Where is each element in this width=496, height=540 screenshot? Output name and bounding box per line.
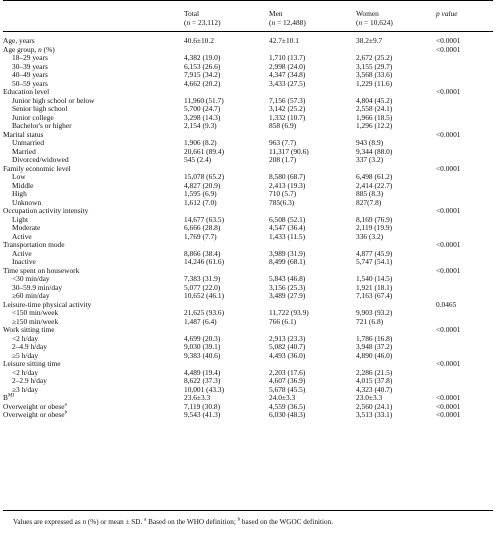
table-row	[0, 343, 496, 352]
table-row	[0, 284, 496, 293]
header-women-label: Women	[356, 9, 379, 18]
cell-men: 1,332 (10.7)	[269, 112, 306, 122]
row-label-text: 40–49 years	[12, 70, 48, 80]
table-row	[0, 80, 496, 89]
cell-men: 710 (5.7)	[269, 189, 297, 199]
row-label-text: <150 min/week	[12, 308, 59, 318]
table-row	[0, 148, 496, 157]
row-label-text: 2–4.9 h/day	[12, 342, 47, 352]
row-label-superscript: a	[64, 402, 67, 408]
table-row	[0, 377, 496, 386]
cell-women: 3,155 (29.7)	[356, 61, 393, 71]
cell-women: 4,804 (45.2)	[356, 95, 393, 105]
footnote-sup-a: a	[144, 517, 147, 523]
cell-men: 208 (1.7)	[269, 155, 297, 165]
table-row	[0, 63, 496, 72]
cell-women: 4,015 (37.8)	[356, 376, 393, 386]
header-women	[356, 9, 393, 27]
row-label-text: Divorced/widowed	[12, 155, 69, 165]
cell-total: 6,666 (28.8)	[184, 223, 221, 233]
cell-total: 40.6±10.2	[184, 36, 214, 46]
row-label-text: Time spent on housework	[3, 265, 80, 275]
cell-total: 4,699 (20.3)	[184, 333, 221, 343]
row-label-text: Moderate	[12, 223, 41, 233]
row-label-text: <2 h/day	[12, 367, 39, 377]
cell-total: 4,662 (20.2)	[184, 78, 221, 88]
table-row	[0, 224, 496, 233]
bottom-rule	[3, 510, 493, 511]
header-women-n: (n = 10,624)	[356, 18, 393, 27]
table-row	[0, 360, 496, 369]
table-row	[0, 46, 496, 55]
cell-women: 721 (6.8)	[356, 316, 384, 326]
table-row	[0, 131, 496, 140]
cell-men: 4,547 (36.4)	[269, 223, 306, 233]
cell-total: 1,595 (6.9)	[184, 189, 217, 199]
cell-total: 1,769 (7.7)	[184, 231, 217, 241]
row-label	[12, 386, 38, 395]
table-row	[0, 54, 496, 63]
cell-p-value: <0.0001	[436, 163, 461, 173]
table-body	[0, 37, 496, 420]
cell-men: 3,156 (25.3)	[269, 282, 306, 292]
cell-women: 9,344 (88.0)	[356, 146, 393, 156]
table-row	[0, 122, 496, 131]
column-headers	[0, 5, 496, 31]
cell-men: 42.7±10.1	[269, 36, 299, 46]
cell-total: 20,661 (89.4)	[184, 146, 225, 156]
cell-men: 2,413 (19.3)	[269, 180, 306, 190]
cell-women: 337 (3.2)	[356, 155, 384, 165]
cell-men: 5,843 (46.8)	[269, 274, 306, 284]
cell-men: 4,347 (34.8)	[269, 70, 306, 80]
cell-men: 5,082 (40.7)	[269, 342, 306, 352]
row-label-text: <30 min/day	[12, 274, 50, 284]
cell-women: 8,169 (76.9)	[356, 214, 393, 224]
table-row	[0, 386, 496, 395]
cell-women: 2,119 (19.9)	[356, 223, 393, 233]
cell-women: 3,513 (33.1)	[356, 410, 393, 420]
row-label-text: Transportation mode	[3, 240, 65, 250]
table-row	[0, 411, 496, 420]
row-label-text: Junior college	[12, 112, 54, 122]
cell-total: 7,915 (34.2)	[184, 70, 221, 80]
cell-total: 7,383 (31.9)	[184, 274, 221, 284]
cell-women: 1,786 (16.8)	[356, 333, 393, 343]
table-row	[0, 105, 496, 114]
row-label-text: Senior high school	[12, 104, 68, 114]
cell-total: 6,153 (26.6)	[184, 61, 221, 71]
cell-total: 5,077 (22.0)	[184, 282, 221, 292]
header-total-n: (n = 23,112)	[184, 18, 221, 27]
cell-men: 2,998 (24.0)	[269, 61, 306, 71]
cell-total: 3,298 (14.3)	[184, 112, 221, 122]
row-label-text: Occupation activity intensity	[3, 206, 89, 216]
cell-men: 766 (6.1)	[269, 316, 297, 326]
row-label-text: Active	[12, 231, 32, 241]
cell-total: 1,487 (6.4)	[184, 316, 217, 326]
footnote-text-2: (%) or mean ± SD.	[86, 518, 145, 526]
row-label-text: Education level	[3, 87, 50, 97]
cell-men: 2,203 (17.6)	[269, 367, 306, 377]
cell-total: 10,652 (46.1)	[184, 291, 225, 301]
row-label-text: Overweight or obese	[3, 410, 65, 420]
cell-women: 9,903 (93.2)	[356, 308, 393, 318]
table-row	[0, 369, 496, 378]
table-footnote	[13, 517, 333, 527]
table-row	[0, 326, 496, 335]
table-row	[0, 352, 496, 361]
cell-men: 24.0±3.3	[269, 393, 296, 403]
footnote-text-3: Based on the WHO definition;	[146, 518, 238, 526]
row-label-text: Age, years	[3, 36, 35, 46]
table-row	[0, 207, 496, 216]
cell-total: 9,030 (39.1)	[184, 342, 221, 352]
cell-women: 3,568 (33.6)	[356, 70, 393, 80]
cell-women: 7,163 (67.4)	[356, 291, 393, 301]
table-row	[0, 182, 496, 191]
row-label	[3, 411, 67, 420]
cell-men: 5,678 (45.5)	[269, 384, 306, 394]
row-label-text: Marital status	[3, 129, 44, 139]
table-row	[0, 394, 496, 403]
row-label-text: Unmarried	[12, 138, 45, 148]
row-label-text: 18–29 years	[12, 53, 48, 63]
row-label-text: Leisure sitting time	[3, 359, 61, 369]
table-row	[0, 139, 496, 148]
row-label-text: ≥60 min/day	[12, 291, 50, 301]
cell-total: 8,622 (37.3)	[184, 376, 221, 386]
table-row	[0, 190, 496, 199]
footnote-n: n	[82, 518, 87, 526]
row-label-text: Active	[12, 248, 32, 258]
row-label-text: ≥3 h/day	[12, 384, 39, 394]
header-rule	[3, 31, 493, 32]
row-label-superscript: b	[64, 410, 68, 416]
cell-women: 2,286 (21.5)	[356, 367, 393, 377]
cell-total: 14,246 (61.6)	[184, 257, 225, 267]
table-row	[0, 156, 496, 165]
row-label-text: Junior high school or below	[12, 95, 95, 105]
header-men-n: (n = 12,488)	[269, 18, 306, 27]
cell-men: 963 (7.7)	[269, 138, 297, 148]
cell-women: 6,498 (61.2)	[356, 172, 393, 182]
table-row	[0, 250, 496, 259]
cell-women: 2,672 (25.2)	[356, 53, 393, 63]
cell-total: 8,866 (38.4)	[184, 248, 221, 258]
cell-p-value: <0.0001	[436, 393, 461, 403]
cell-women: 827(7.8)	[356, 197, 382, 207]
row-label-text: Light	[12, 214, 29, 224]
row-label-text: Leisure-time physical activity	[3, 299, 92, 309]
cell-total: 11,960 (51.7)	[184, 95, 224, 105]
cell-women: 4,877 (45.9)	[356, 248, 393, 258]
cell-total: 10,001 (43.3)	[184, 384, 225, 394]
table-row	[0, 403, 496, 412]
header-p-value: p value	[436, 9, 458, 18]
cell-women: 1,296 (12.2)	[356, 121, 393, 131]
table-row	[0, 97, 496, 106]
cell-men: 4,559 (36.5)	[269, 401, 306, 411]
header-total	[184, 9, 221, 27]
row-label-text: Age group, n (%)	[3, 44, 55, 54]
cell-p-value: <0.0001	[436, 265, 461, 275]
row-label-text: High	[12, 189, 27, 199]
cell-men: 3,142 (25.2)	[269, 104, 306, 114]
cell-women: 1,229 (11.6)	[356, 78, 393, 88]
cell-women: 943 (8.9)	[356, 138, 384, 148]
cell-women: 4,890 (46.0)	[356, 350, 393, 360]
table-row	[0, 241, 496, 250]
cell-total: 14,677 (63.5)	[184, 214, 225, 224]
cell-men: 1,710 (13.7)	[269, 53, 306, 63]
cell-men: 7,156 (57.3)	[269, 95, 306, 105]
cell-total: 545 (2.4)	[184, 155, 212, 165]
footnote-text-4: based on the WGOC definition.	[240, 518, 334, 526]
cell-p-value: 0.0465	[436, 299, 457, 309]
table-row	[0, 216, 496, 225]
cell-men: 3,433 (27.5)	[269, 78, 306, 88]
row-label-text: 50–59 years	[12, 78, 48, 88]
cell-total: 9,383 (40.6)	[184, 350, 221, 360]
cell-women: 2,558 (24.1)	[356, 104, 393, 114]
header-men-label: Men	[269, 9, 283, 18]
cell-men: 3,489 (27.9)	[269, 291, 306, 301]
cell-men: 785(6.3)	[269, 197, 295, 207]
cell-men: 6,508 (52.1)	[269, 214, 306, 224]
table-row	[0, 335, 496, 344]
cell-women: 1,540 (14.5)	[356, 274, 393, 284]
cell-total: 4,382 (19.0)	[184, 53, 221, 63]
table-row	[0, 37, 496, 46]
cell-p-value: <0.0001	[436, 36, 461, 46]
row-label-text: <2 h/day	[12, 333, 39, 343]
cell-p-value: <0.0001	[436, 87, 461, 97]
table-row	[0, 318, 496, 327]
footnote-text-1: Values are expressed as	[13, 518, 83, 526]
cell-men: 2,913 (23.3)	[269, 333, 306, 343]
cell-p-value: <0.0001	[436, 359, 461, 369]
footnote-sup-b: b	[237, 517, 241, 523]
row-label-text: Overweight or obese	[3, 401, 65, 411]
cell-men: 11,722 (93.9)	[269, 308, 309, 318]
cell-men: 3,989 (31.9)	[269, 248, 306, 258]
header-men	[269, 9, 306, 27]
cell-men: 4,493 (36.0)	[269, 350, 306, 360]
cell-women: 1,966 (18.5)	[356, 112, 393, 122]
cell-women: 38.2±9.7	[356, 36, 383, 46]
cell-women: 885 (8.3)	[356, 189, 384, 199]
table-row	[0, 275, 496, 284]
cell-women: 2,560 (24.1)	[356, 401, 393, 411]
cell-total: 4,827 (20.9)	[184, 180, 221, 190]
table-row	[0, 267, 496, 276]
cell-women: 5,747 (54.1)	[356, 257, 393, 267]
row-label-text: Bachelor's or higher	[12, 121, 72, 131]
table-row	[0, 233, 496, 242]
cell-men: 8,499 (68.1)	[269, 257, 306, 267]
table-row	[0, 301, 496, 310]
cell-women: 3,948 (37.2)	[356, 342, 393, 352]
row-label-text: B	[3, 393, 8, 403]
cell-p-value: <0.0001	[436, 129, 461, 139]
cell-total: 1,612 (7.0)	[184, 197, 217, 207]
table-row	[0, 71, 496, 80]
cell-women: 2,414 (22.7)	[356, 180, 393, 190]
cell-total: 2,154 (9.3)	[184, 121, 217, 131]
cell-p-value: <0.0001	[436, 325, 461, 335]
row-label-text: 2–2.9 h/day	[12, 376, 47, 386]
header-total-label: Total	[184, 9, 200, 18]
top-rule	[3, 0, 493, 1]
row-label-text: Inactive	[12, 257, 36, 267]
row-label-text: Low	[12, 172, 26, 182]
row-label-text: Family economic level	[3, 163, 71, 173]
cell-women: 4,323 (40.7)	[356, 384, 393, 394]
row-label-superscript: MI	[7, 393, 15, 399]
cell-p-value: <0.0001	[436, 240, 461, 250]
cell-p-value: <0.0001	[436, 410, 461, 420]
row-label-text: ≥150 min/week	[12, 316, 59, 326]
table-row	[0, 114, 496, 123]
table-row	[0, 173, 496, 182]
cell-women: 336 (3.2)	[356, 231, 384, 241]
row-label-text: Work sitting time	[3, 325, 55, 335]
cell-men: 6,030 (48.3)	[269, 410, 306, 420]
cell-women: 23.0±3.3	[356, 393, 383, 403]
cell-p-value: <0.0001	[436, 401, 461, 411]
row-label-text: Unknown	[12, 197, 42, 207]
table-row	[0, 309, 496, 318]
cell-men: 1,433 (11.5)	[269, 231, 306, 241]
cell-total: 7,119 (30.8)	[184, 401, 221, 411]
cell-men: 4,607 (36.9)	[269, 376, 306, 386]
row-label-text: 30–39 years	[12, 61, 48, 71]
cell-total: 9,543 (41.3)	[184, 410, 221, 420]
row-label-text: Middle	[12, 180, 34, 190]
cell-total: 4,489 (19.4)	[184, 367, 221, 377]
cell-total: 5,700 (24.7)	[184, 104, 221, 114]
table-row	[0, 165, 496, 174]
cell-men: 8,580 (68.7)	[269, 172, 306, 182]
cell-men: 858 (6.9)	[269, 121, 297, 131]
cell-total: 15,078 (65.2)	[184, 172, 225, 182]
cell-men: 11,317 (90.6)	[269, 146, 309, 156]
row-label-text: 30–59.9 min/day	[12, 282, 63, 292]
cell-women: 1,921 (18.1)	[356, 282, 393, 292]
cell-total: 23.6±3.3	[184, 393, 211, 403]
cell-total: 1,906 (8.2)	[184, 138, 217, 148]
row-label-text: ≥5 h/day	[12, 350, 39, 360]
row-label-text: Married	[12, 146, 36, 156]
cell-total: 21,625 (93.6)	[184, 308, 225, 318]
cell-p-value: <0.0001	[436, 44, 461, 54]
cell-p-value: <0.0001	[436, 206, 461, 216]
